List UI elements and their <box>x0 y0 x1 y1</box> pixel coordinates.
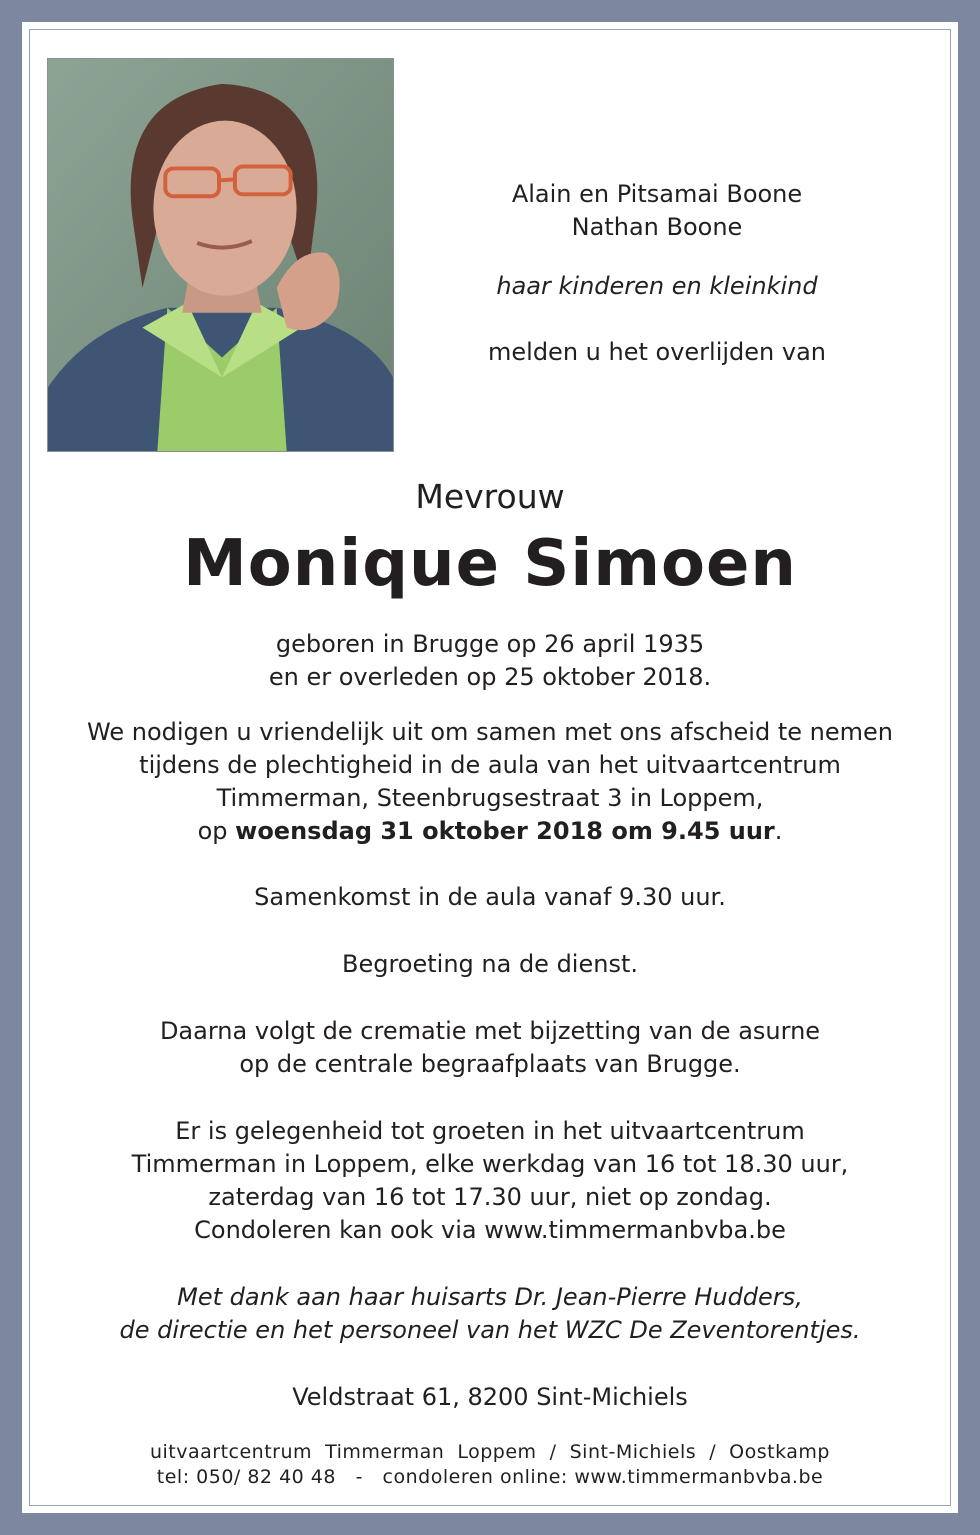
announcement-text: melden u het overlijden van <box>488 338 826 366</box>
footer-line: uitvaartcentrum Timmerman Loppem / Sint-Michiels / Oostkamp <box>149 1441 830 1463</box>
datetime-prefix: op <box>197 817 236 845</box>
footer-line: tel: 050/ 82 40 48 - condoleren online: www.timmermanbvba.be <box>156 1466 824 1488</box>
cremation-info <box>22 1015 958 1081</box>
ceremony-datetime: woensdag 31 oktober 2018 om 9.45 uur <box>235 817 775 845</box>
family-names <box>432 178 882 244</box>
footer <box>22 1440 958 1490</box>
thanks-line: de directie en het personeel van het WZC De Zeventorentjes. <box>119 1316 861 1344</box>
ceremony-datetime-line <box>22 815 958 848</box>
birth-line: geboren in Brugge op 26 april 1935 <box>275 630 705 658</box>
honorific: Mevrouw <box>415 477 565 516</box>
datetime-suffix: . <box>774 817 783 845</box>
thanks-note <box>22 1281 958 1347</box>
visitation-info <box>22 1115 958 1247</box>
family-relation: haar kinderen en kleinkind <box>496 272 818 300</box>
cremation-line: op de centrale begraafplaats van Brugge. <box>239 1050 741 1078</box>
home-address: Veldstraat 61, 8200 Sint-Michiels <box>292 1383 688 1411</box>
birth-death-info <box>22 628 958 694</box>
gathering-info: Samenkomst in de aula vanaf 9.30 uur. <box>254 883 726 911</box>
condolence-line: Condoleren kan ook via www.timmermanbvba.be <box>194 1216 786 1244</box>
visitation-line: zaterdag van 16 tot 17.30 uur, niet op zondag. <box>208 1183 772 1211</box>
greeting-info: Begroeting na de dienst. <box>341 950 638 978</box>
invitation-line: Timmerman, Steenbrugsestraat 3 in Loppem, <box>216 784 764 812</box>
invitation-line: tijdens de plechtigheid in de aula van het uitvaartcentrum <box>139 751 841 779</box>
cremation-line: Daarna volgt de crematie met bijzetting van de asurne <box>159 1017 821 1045</box>
thanks-line: Met dank aan haar huisarts Dr. Jean-Pierre Hudders, <box>177 1283 803 1311</box>
family-name-line: Nathan Boone <box>571 213 743 241</box>
death-line: en er overleden op 25 oktober 2018. <box>268 663 712 691</box>
family-name-line: Alain en Pitsamai Boone <box>511 180 803 208</box>
visitation-line: Timmerman in Loppem, elke werkdag van 16 tot 18.30 uur, <box>131 1150 849 1178</box>
portrait-photo <box>47 58 394 452</box>
ceremony-invitation <box>22 716 958 848</box>
deceased-name: Monique Simoen <box>183 527 797 601</box>
visitation-line: Er is gelegenheid tot groeten in het uitvaartcentrum <box>175 1117 805 1145</box>
portrait-photo-icon <box>48 59 393 451</box>
obituary-card <box>22 22 958 1513</box>
invitation-line: We nodigen u vriendelijk uit om samen met ons afscheid te nemen <box>87 718 893 746</box>
